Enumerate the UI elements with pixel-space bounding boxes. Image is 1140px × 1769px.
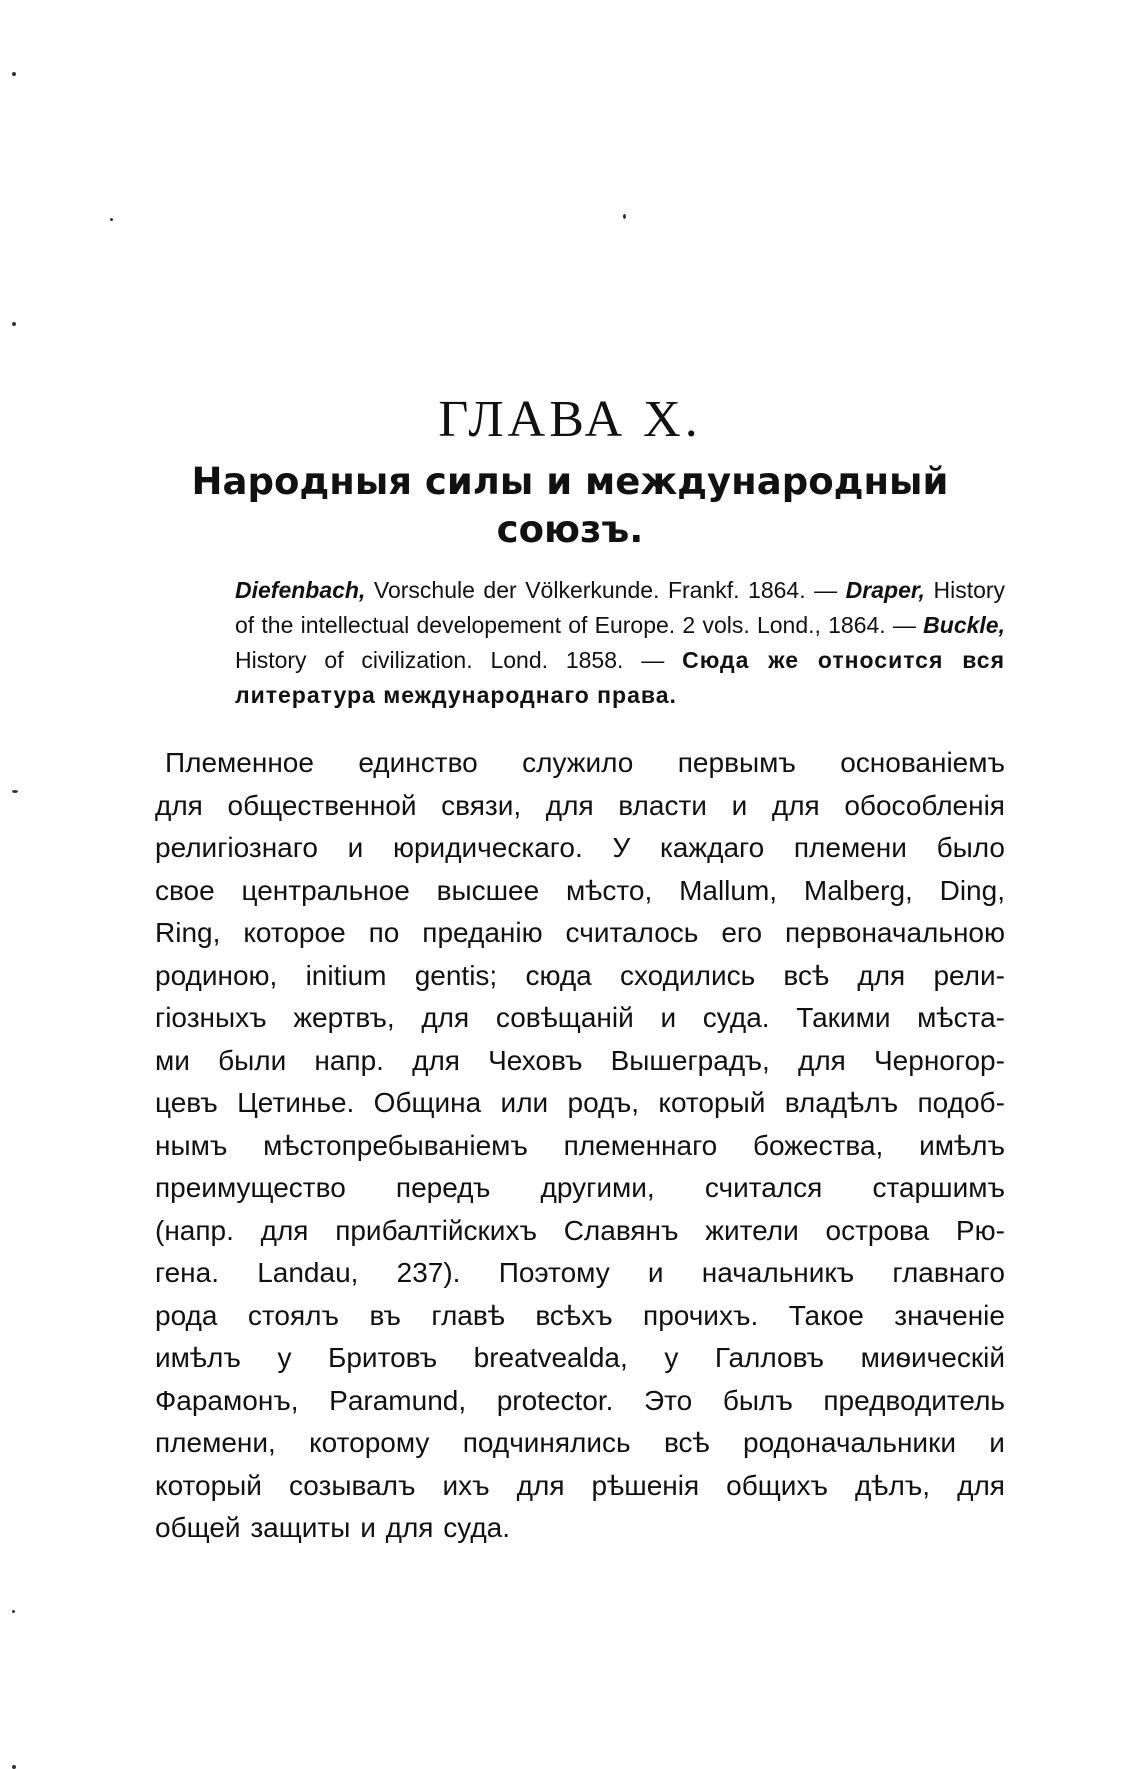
word: для: [545, 789, 594, 821]
body-paragraph: [155, 742, 1005, 1550]
text-line: [155, 1295, 1005, 1338]
text-line: [155, 912, 1005, 955]
word: Landau,: [257, 1257, 359, 1288]
text-line: [155, 1465, 1005, 1508]
word: рѣшенія: [591, 1469, 700, 1501]
word: имѣлъ: [155, 1342, 241, 1373]
word: миѳическій: [860, 1342, 1005, 1373]
chapter-title-line: союзъ.: [496, 508, 644, 551]
word: рели-: [933, 959, 1005, 991]
word: для: [957, 1469, 1005, 1501]
text-line: [155, 1125, 1005, 1168]
word: было: [936, 832, 1005, 863]
word: Цетинье.: [237, 1087, 355, 1118]
text-line: [155, 742, 1005, 785]
text-line: [155, 1210, 1005, 1253]
text-line: [155, 1082, 1005, 1125]
word: подоб-: [917, 1087, 1005, 1118]
word: основаніемъ: [840, 747, 1005, 778]
bib-author: Draper,: [845, 577, 925, 603]
word: нымъ: [155, 1129, 228, 1161]
word: всѣ: [663, 1427, 710, 1458]
word: общественной: [227, 789, 417, 821]
word: у: [664, 1342, 679, 1373]
word: племеннаго: [563, 1129, 718, 1161]
scan-speck: [12, 1610, 15, 1613]
word: для: [798, 1044, 846, 1076]
word: преимущество: [155, 1172, 346, 1203]
word: Община: [373, 1087, 482, 1118]
text-line: [155, 870, 1005, 913]
word: Черногор-: [874, 1044, 1005, 1076]
word: родоначальники: [743, 1427, 956, 1458]
word: свое: [155, 874, 215, 906]
scan-speck: [12, 1765, 16, 1769]
word: стоялъ: [247, 1299, 339, 1331]
word: напр.: [314, 1044, 384, 1076]
word: Ding,: [939, 874, 1005, 906]
word: для: [385, 1512, 434, 1543]
word: Вышеградъ,: [610, 1044, 770, 1076]
word: служило: [522, 747, 634, 778]
word: высшее: [436, 874, 540, 906]
word: главнаго: [892, 1257, 1005, 1288]
word: значеніе: [894, 1299, 1005, 1331]
word: связи,: [441, 789, 522, 821]
word: были: [218, 1044, 287, 1076]
word: Бритовъ: [327, 1342, 438, 1373]
word: мѣстопребываніемъ: [263, 1129, 528, 1161]
word: начальникъ: [701, 1257, 855, 1288]
word: Mallum,: [679, 874, 778, 906]
text-line: [155, 1252, 1005, 1295]
word: первымъ: [677, 747, 796, 778]
text-line: [155, 955, 1005, 998]
word: былъ: [722, 1384, 793, 1416]
word: и: [989, 1427, 1005, 1458]
text-line: [155, 997, 1005, 1040]
word: цевъ: [155, 1087, 218, 1118]
word: созывалъ: [288, 1469, 416, 1501]
word: для: [516, 1469, 565, 1501]
bib-work: History of the intellectual developement of Europe. 2 vols. Lond., 1864. —: [235, 577, 1006, 638]
word: для: [857, 959, 906, 991]
word: гена.: [155, 1257, 219, 1288]
word: Племенное: [165, 747, 314, 778]
word: жители: [705, 1214, 799, 1246]
word: 237).: [396, 1257, 461, 1288]
word: Галловъ: [714, 1342, 825, 1373]
word: у: [277, 1342, 292, 1373]
word: initium: [305, 959, 387, 991]
scan-speck: [110, 218, 113, 221]
word: другими,: [540, 1172, 655, 1203]
word: считался: [704, 1172, 823, 1203]
word: и: [660, 1002, 677, 1033]
word: Paramund,: [329, 1384, 467, 1416]
word: и: [360, 1512, 376, 1543]
word: острова: [825, 1214, 930, 1246]
text-line: [155, 785, 1005, 828]
word: который: [155, 1469, 262, 1501]
word: Это: [644, 1384, 693, 1416]
word: сюда: [525, 959, 592, 991]
word: въ: [369, 1299, 401, 1331]
word: которое: [243, 917, 346, 948]
word: Рю-: [955, 1214, 1005, 1246]
word: которому: [309, 1427, 430, 1458]
chapter-heading: ГЛАВА Х.: [438, 391, 702, 448]
text-line: [155, 1167, 1005, 1210]
word: владѣлъ: [784, 1087, 899, 1118]
word: или: [500, 1087, 549, 1118]
word: мѣсто,: [565, 874, 653, 906]
word: сходились: [619, 959, 756, 991]
word: преданію: [422, 917, 543, 948]
word: племени,: [155, 1427, 276, 1458]
word: подчинялись: [462, 1427, 631, 1458]
word: совѣщаній: [495, 1002, 634, 1033]
scan-speck: [12, 790, 18, 793]
word: дѣлъ,: [854, 1469, 931, 1501]
word: для: [421, 1002, 470, 1033]
word: Ring,: [155, 917, 221, 948]
word: имѣлъ: [919, 1129, 1005, 1161]
word: protector.: [496, 1384, 614, 1416]
bib-author: Diefenbach,: [235, 577, 366, 603]
chapter-title: [180, 458, 960, 554]
text-line: [155, 1380, 1005, 1423]
word: общей: [155, 1512, 241, 1543]
word: считалось: [565, 917, 699, 948]
word: племени: [793, 832, 907, 863]
word: всѣхъ: [535, 1299, 613, 1331]
word: божества,: [753, 1129, 884, 1161]
word: прочихъ.: [643, 1299, 759, 1331]
word: религіознаго: [155, 832, 318, 863]
word: ми: [155, 1044, 190, 1076]
word: прибалтійскихъ: [335, 1214, 537, 1246]
word: старшимъ: [872, 1172, 1005, 1203]
text-line: [155, 1337, 1005, 1380]
scan-speck: [12, 72, 16, 76]
word: рода: [155, 1299, 218, 1331]
word: Славянъ: [563, 1214, 679, 1246]
word: У: [612, 832, 631, 863]
word: Такое: [788, 1299, 864, 1331]
word: его: [721, 917, 763, 948]
bib-work: History of civilization. Lond. 1858. —: [235, 647, 665, 673]
bibliography-note: [235, 573, 1005, 713]
word: мѣста-: [917, 1002, 1005, 1033]
word: breatvealda,: [473, 1342, 628, 1373]
word: Поэтому: [498, 1257, 610, 1288]
word: родиною,: [155, 959, 278, 991]
word: защиты: [250, 1512, 351, 1543]
scan-speck: [623, 214, 626, 219]
word: для: [260, 1214, 309, 1246]
bib-work: Vorschule der Völkerkunde. Frankf. 1864. —: [373, 577, 838, 603]
word: жертвъ,: [293, 1002, 395, 1033]
word: родъ,: [567, 1087, 640, 1118]
word: суда.: [702, 1002, 770, 1033]
word: и: [647, 1257, 664, 1288]
word: единство: [358, 747, 478, 778]
text-line: [155, 827, 1005, 870]
chapter-title-line: Народныя силы и международный: [191, 460, 949, 503]
scan-speck: [12, 322, 16, 326]
word: первоначальною: [785, 917, 1005, 948]
word: гіозныхъ: [155, 1002, 267, 1033]
word: каждаго: [659, 832, 765, 863]
word: для: [155, 789, 203, 821]
text-line: [155, 1422, 1005, 1465]
word: главѣ: [431, 1299, 505, 1331]
word: по: [368, 917, 400, 948]
word: и: [731, 789, 748, 821]
word: Фарамонъ,: [155, 1384, 299, 1416]
word: юридическаго.: [392, 832, 583, 863]
word: передъ: [395, 1172, 491, 1203]
word: gentis;: [414, 959, 498, 991]
bib-author: Buckle,: [923, 612, 1005, 638]
word: который: [658, 1087, 766, 1118]
word: власти: [618, 789, 707, 821]
word: и: [347, 832, 364, 863]
word: всѣ: [783, 959, 830, 991]
word: Такими: [796, 1002, 891, 1033]
word: центральное: [241, 874, 410, 906]
text-line: [155, 1507, 1005, 1550]
word: предводитель: [823, 1384, 1005, 1416]
word: общихъ: [726, 1469, 828, 1501]
text-line: [155, 1040, 1005, 1083]
word: суда.: [443, 1512, 511, 1543]
word: (напр.: [155, 1214, 234, 1246]
word: обособленія: [844, 789, 1005, 821]
word: Malberg,: [803, 874, 913, 906]
word: Чеховъ: [488, 1044, 583, 1076]
bib-note: Сюда же относится вся литература международнаго права.: [235, 647, 1005, 708]
word: для: [412, 1044, 460, 1076]
word: для: [771, 789, 820, 821]
word: ихъ: [442, 1469, 490, 1501]
